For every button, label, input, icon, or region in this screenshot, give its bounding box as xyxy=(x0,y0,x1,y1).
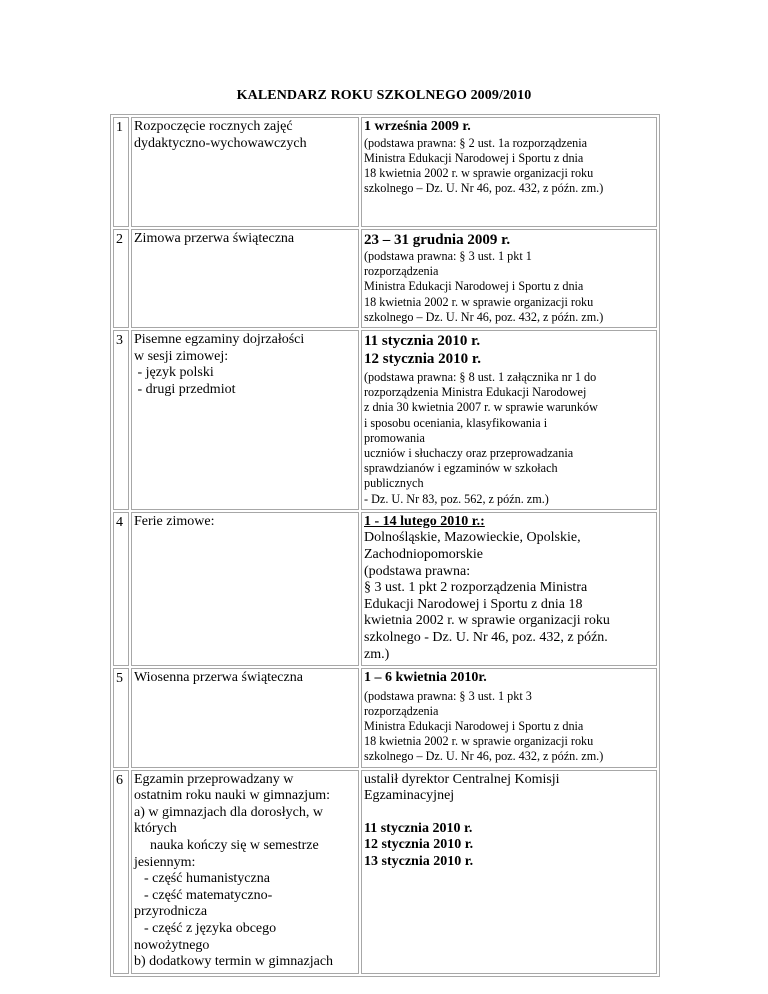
legal-basis-line: - Dz. U. Nr 83, poz. 562, z późn. zm.) xyxy=(364,491,549,506)
date-cell xyxy=(361,229,657,328)
legal-basis-line: Zachodniopomorskie xyxy=(364,546,483,562)
legal-basis-line: kwietnia 2002 r. w sprawie organizacji roku xyxy=(364,613,610,629)
legal-basis-line: zm.) xyxy=(364,646,390,662)
table-row xyxy=(113,229,657,328)
legal-basis-line: szkolnego – Dz. U. Nr 46, poz. 432, z późn. zm.) xyxy=(364,309,604,324)
date-line: 1 września 2009 r. xyxy=(364,119,471,134)
event-cell xyxy=(131,229,359,328)
event-cell xyxy=(131,512,359,666)
row-number: 2 xyxy=(113,229,129,328)
row-number: 4 xyxy=(113,512,129,666)
event-line: - część matematyczno- xyxy=(144,887,273,903)
legal-basis-line: Ministra Edukacji Narodowej i Sportu z dnia xyxy=(364,719,584,733)
event-line: w sesji zimowej: xyxy=(134,348,229,364)
intro-line: ustalił dyrektor Centralnej Komisji xyxy=(364,771,560,787)
legal-basis-line: (podstawa prawna: xyxy=(364,563,471,579)
date-cell xyxy=(361,512,657,666)
event-line: dydaktyczno-wychowawczych xyxy=(134,135,307,151)
date-cell xyxy=(361,117,657,227)
date-line: 23 – 31 grudnia 2009 r. xyxy=(364,232,511,248)
event-line: - część z języka obcego xyxy=(144,920,277,936)
event-line: których xyxy=(134,821,177,837)
legal-basis-line: promowania xyxy=(364,430,425,445)
event-line: - część humanistyczna xyxy=(144,871,270,887)
document-title: KALENDARZ ROKU SZKOLNEGO 2009/2010 xyxy=(236,88,532,103)
row-number: 1 xyxy=(113,117,129,227)
legal-basis-line: Edukacji Narodowej i Sportu z dnia 18 xyxy=(364,596,583,612)
date-cell xyxy=(361,668,657,768)
intro-line: Egzaminacyjnej xyxy=(364,788,455,804)
legal-basis-line: (podstawa prawna: § 8 ust. 1 załącznika nr 1 do xyxy=(364,370,597,385)
event-line: Wiosenna przerwa świąteczna xyxy=(134,670,303,686)
event-cell xyxy=(131,770,359,974)
event-line: przyrodnicza xyxy=(134,904,208,920)
event-line: nowożytnego xyxy=(134,937,210,953)
date-line: 11 stycznia 2010 r. xyxy=(364,820,473,836)
row-number: 3 xyxy=(113,330,129,510)
table-row xyxy=(113,512,657,666)
table-row xyxy=(113,770,657,974)
event-line: nauka kończy się w semestrze xyxy=(150,837,319,853)
date-cell xyxy=(361,770,657,974)
event-line: Pisemne egzaminy dojrzałości xyxy=(134,332,305,348)
event-cell xyxy=(131,117,359,227)
event-line: Zimowa przerwa świąteczna xyxy=(134,231,295,246)
event-line: Rozpoczęcie rocznych zajęć xyxy=(134,119,293,134)
spacer xyxy=(364,805,654,821)
legal-basis-line: publicznych xyxy=(364,476,424,491)
legal-basis-line: Ministra Edukacji Narodowej i Sportu z dnia xyxy=(364,279,584,294)
legal-basis-line: rozporządzenia Ministra Edukacji Narodowej xyxy=(364,385,587,400)
date-line: 12 stycznia 2010 r. xyxy=(364,351,481,368)
legal-basis-line: uczniów i słuchaczy oraz przeprowadzania xyxy=(364,446,574,461)
date-line: 11 stycznia 2010 r. xyxy=(364,333,481,350)
legal-basis-line: 18 kwietnia 2002 r. w sprawie organizacji roku xyxy=(364,165,594,180)
date-line: 13 stycznia 2010 r. xyxy=(364,853,474,869)
event-line: - język polski xyxy=(134,365,214,381)
legal-basis-line: § 3 ust. 1 pkt 2 rozporządzenia Ministra xyxy=(364,580,588,596)
row-number: 6 xyxy=(113,770,129,974)
calendar-table xyxy=(110,114,660,977)
table-row xyxy=(113,117,657,227)
date-cell xyxy=(361,330,657,510)
event-line: b) dodatkowy termin w gimnazjach xyxy=(134,954,334,970)
event-line: Ferie zimowe: xyxy=(134,513,215,529)
legal-basis-line: szkolnego – Dz. U. Nr 46, poz. 432, z późn. zm.) xyxy=(364,749,604,764)
legal-basis-line: (podstawa prawna: § 3 ust. 1 pkt 3 xyxy=(364,688,532,703)
legal-basis-line: rozporządzenia xyxy=(364,703,439,718)
legal-basis-line: Ministra Edukacji Narodowej i Sportu z dnia xyxy=(364,150,584,165)
legal-basis-line: (podstawa prawna: § 3 ust. 1 pkt 1 xyxy=(364,249,532,263)
legal-basis-line: Dolnośląskie, Mazowieckie, Opolskie, xyxy=(364,530,581,546)
date-line: 1 - 14 lutego 2010 r.: xyxy=(364,513,485,529)
legal-basis-line: szkolnego – Dz. U. Nr 46, poz. 432, z późn. zm.) xyxy=(364,181,604,196)
legal-basis-line: 18 kwietnia 2002 r. w sprawie organizacji roku xyxy=(364,294,594,309)
event-line: Egzamin przeprowadzany w xyxy=(134,771,294,787)
event-line: jesiennym: xyxy=(134,854,196,870)
event-cell xyxy=(131,330,359,510)
legal-basis-line: i sposobu oceniania, klasyfikowania i xyxy=(364,415,548,430)
event-line: ostatnim roku nauki w gimnazjum: xyxy=(134,788,330,804)
date-line: 1 – 6 kwietnia 2010r. xyxy=(364,670,487,686)
table-row xyxy=(113,330,657,510)
legal-basis-line: 18 kwietnia 2002 r. w sprawie organizacji roku xyxy=(364,734,594,749)
legal-basis-line: szkolnego - Dz. U. Nr 46, poz. 432, z późn. xyxy=(364,629,608,645)
legal-basis-line: rozporządzenia xyxy=(364,264,439,279)
legal-basis-line: (podstawa prawna: § 2 ust. 1a rozporządzenia xyxy=(364,135,588,150)
legal-basis-line: z dnia 30 kwietnia 2007 r. w sprawie warunków xyxy=(364,400,598,415)
legal-basis-line: sprawdzianów i egzaminów w szkołach xyxy=(364,461,558,476)
event-line: - drugi przedmiot xyxy=(134,381,236,397)
date-line: 12 stycznia 2010 r. xyxy=(364,837,474,853)
event-cell xyxy=(131,668,359,768)
event-line: a) w gimnazjach dla dorosłych, w xyxy=(134,804,323,820)
row-number: 5 xyxy=(113,668,129,768)
table-row xyxy=(113,668,657,768)
